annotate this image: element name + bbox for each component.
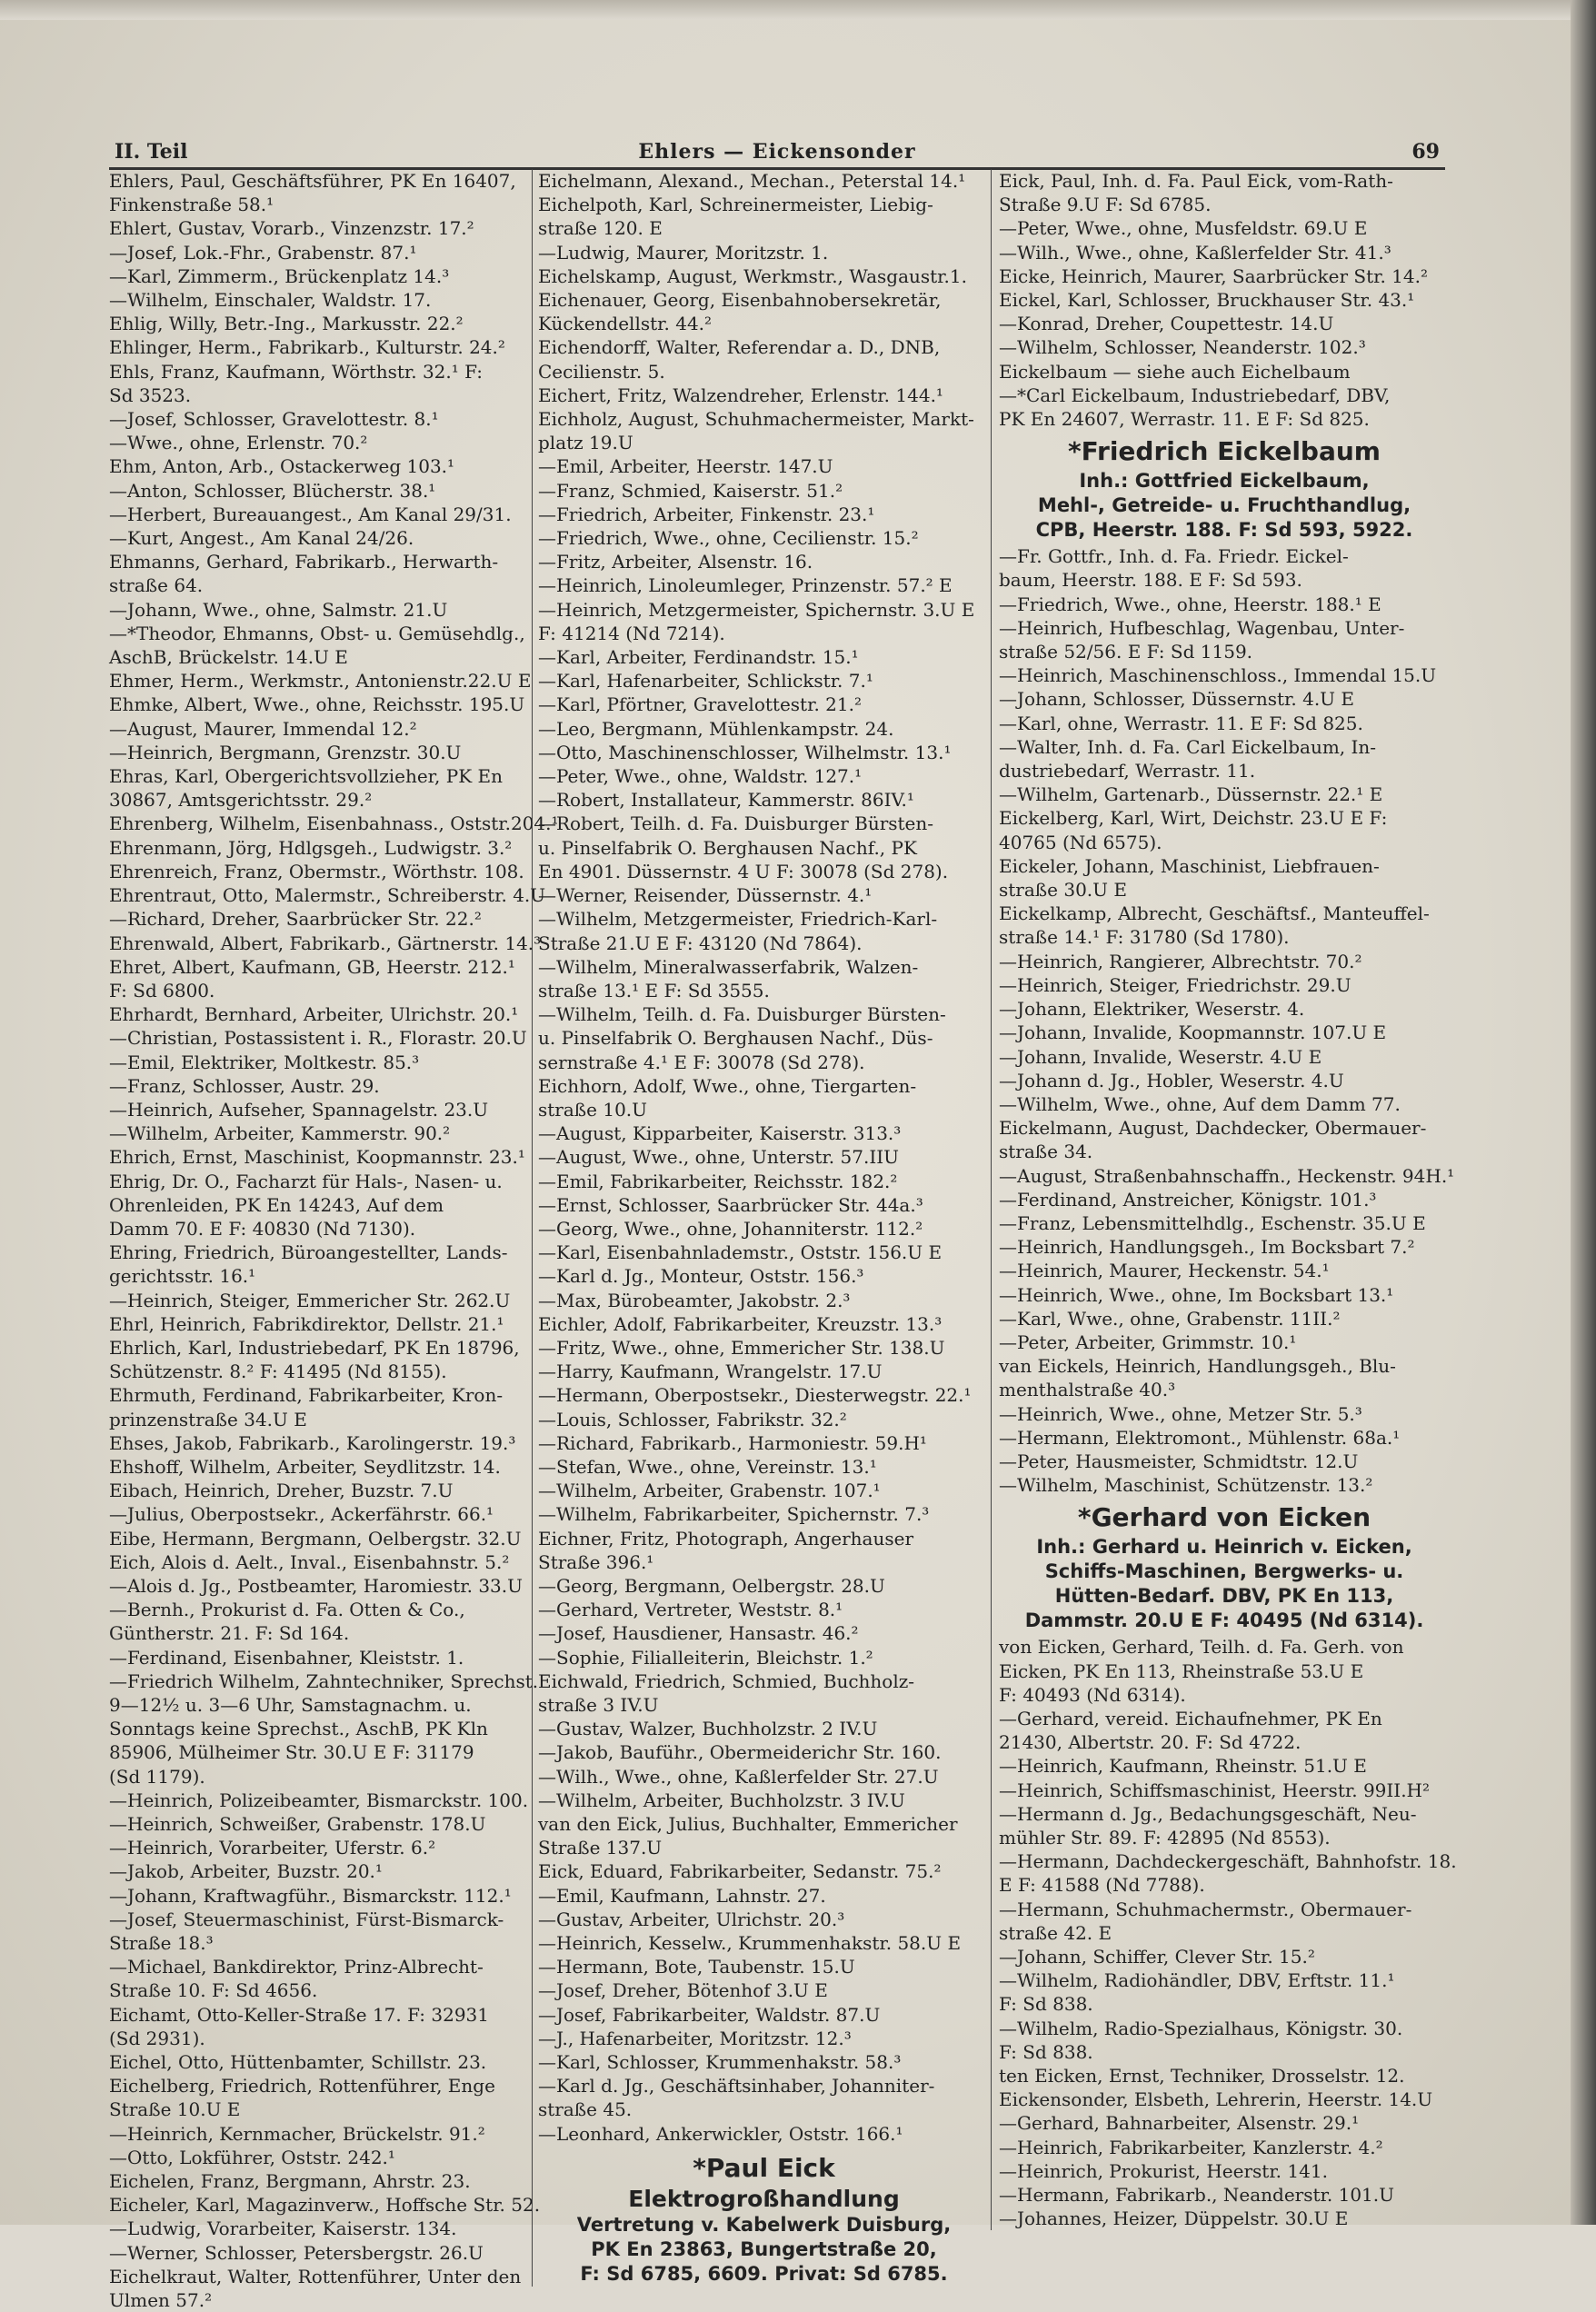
- directory-entry: —Wilhelm, Arbeiter, Kammerstr. 90.²: [109, 1122, 451, 1145]
- directory-entry: Eibe, Hermann, Bergmann, Oelbergstr. 32.U: [109, 1527, 522, 1550]
- directory-entry: —Wilh., Wwe., ohne, Kaßlerfelder Str. 41.³: [999, 241, 1392, 264]
- directory-entry: —Karl, Zimmerm., Brückenplatz 14.³: [109, 264, 450, 287]
- directory-entry: Ehmanns, Gerhard, Fabrikarb., Herwarth-: [109, 551, 499, 573]
- directory-entry: —J., Hafenarbeiter, Moritzstr. 12.³: [538, 2027, 852, 2049]
- directory-entry: —Friedrich, Wwe., ohne, Heerstr. 188.¹ E: [999, 593, 1382, 615]
- directory-entry: Eicheler, Karl, Magazinverw., Hoffsche Str. 52.: [109, 2194, 541, 2217]
- directory-entry: Ehras, Karl, Obergerichtsvollzieher, PK En: [109, 765, 503, 788]
- directory-entry: Kückendellstr. 44.²: [538, 313, 713, 335]
- directory-entry: Ehlinger, Herm., Fabrikarb., Kulturstr. 24.²: [109, 336, 505, 359]
- directory-entry: Ehrmuth, Ferdinand, Fabrikarbeiter, Kron-: [109, 1384, 504, 1407]
- directory-entry: menthalstraße 40.³: [999, 1379, 1176, 1401]
- directory-entry: Eichhorn, Adolf, Wwe., ohne, Tiergarten-: [538, 1074, 917, 1097]
- directory-entry: 85906, Mülheimer Str. 30.U E F: 31179: [109, 1741, 474, 1764]
- directory-entry: platz 19.U: [538, 432, 633, 454]
- directory-entry: Ehls, Franz, Kaufmann, Wörthstr. 32.¹ F:: [109, 360, 484, 383]
- directory-entry: straße 45.: [538, 2098, 633, 2121]
- directory-entry: —Johann, Schlosser, Düssernstr. 4.U E: [999, 688, 1354, 711]
- directory-entry: —Heinrich, Metzgermeister, Spichernstr. 3.U E: [538, 598, 975, 621]
- directory-entry: F: Sd 838.: [999, 1993, 1093, 2016]
- directory-entry: —Kurt, Angest., Am Kanal 24/26.: [109, 527, 414, 550]
- directory-entry: Ulmen 57.²: [109, 2289, 213, 2312]
- column-3-entries-c: [999, 1635, 1457, 2230]
- directory-entry: —Heinrich, Schweißer, Grabenstr. 178.U: [109, 1813, 486, 1836]
- directory-entry: —Heinrich, Fabrikarbeiter, Kanzlerstr. 4.²: [999, 2136, 1383, 2158]
- directory-entry: —Wilhelm, Einschaler, Waldstr. 17.: [109, 289, 432, 312]
- directory-entry: Ehrlich, Karl, Industriebedarf, PK En 18796,: [109, 1336, 520, 1359]
- directory-entry: —Wilhelm, Radio-Spezialhaus, Königstr. 30.: [999, 2017, 1403, 2039]
- directory-entry: —Karl, Hafenarbeiter, Schlickstr. 7.¹: [538, 670, 873, 693]
- directory-entry: AschB, Brückelstr. 14.U E: [109, 646, 348, 669]
- directory-entry: Eickelberg, Karl, Wirt, Deichstr. 23.U E F:: [999, 807, 1388, 830]
- directory-entry: —Fr. Gottfr., Inh. d. Fa. Friedr. Eickel-: [999, 545, 1349, 568]
- directory-entry: Eickelbaum — siehe auch Eichelbaum: [999, 360, 1351, 383]
- directory-entry: Straße 10. F: Sd 4656.: [109, 1979, 318, 2002]
- directory-entry: Eichner, Fritz, Photograph, Angerhauser: [538, 1527, 914, 1550]
- directory-entry: prinzenstraße 34.U E: [109, 1408, 307, 1430]
- directory-entry: —Heinrich, Maschinenschloss., Immendal 15.U: [999, 664, 1437, 687]
- directory-entry: —Wilhelm, Wwe., ohne, Auf dem Damm 77.: [999, 1092, 1401, 1115]
- ad-friedrich-eickelbaum: [999, 434, 1450, 543]
- directory-entry: —Jakob, Bauführ., Obermeiderichr Str. 160.: [538, 1741, 942, 1764]
- directory-entry: Eicken, PK En 113, Rheinstraße 53.U E: [999, 1659, 1364, 1682]
- directory-entry: —Heinrich, Kernmacher, Brückelstr. 91.²: [109, 2122, 485, 2145]
- page-number: 69: [1411, 140, 1440, 164]
- directory-entry: —Hermann, Bote, Taubenstr. 15.U: [538, 1956, 855, 1978]
- directory-entry: 21430, Albertstr. 20. F: Sd 4722.: [999, 1731, 1302, 1754]
- directory-entry: 40765 (Nd 6575).: [999, 831, 1162, 853]
- directory-entry: —Christian, Postassistent i. R., Florastr. 20.U: [109, 1027, 527, 1050]
- directory-entry: —Walter, Inh. d. Fa. Carl Eickelbaum, In-: [999, 735, 1377, 758]
- directory-entry: Straße 396.¹: [538, 1550, 654, 1573]
- column-2: [532, 169, 990, 2287]
- directory-entry: —Heinrich, Wwe., ohne, Im Bocksbart 13.¹: [999, 1283, 1394, 1306]
- directory-entry: Ehrhardt, Bernhard, Arbeiter, Ulrichstr. 20.¹: [109, 1003, 519, 1026]
- directory-entry: —Josef, Lok.-Fhr., Grabenstr. 87.¹: [109, 241, 417, 264]
- directory-entry: straße 52/56. E F: Sd 1159.: [999, 641, 1253, 663]
- directory-entry: Ehlers, Paul, Geschäftsführer, PK En 16407,: [109, 170, 516, 192]
- directory-entry: straße 34.: [999, 1141, 1093, 1163]
- directory-entry: —Heinrich, Bergmann, Grenzstr. 30.U: [109, 741, 462, 763]
- directory-entry: —Heinrich, Steiger, Friedrichstr. 29.U: [999, 973, 1352, 996]
- directory-entry: Eichelpoth, Karl, Schreinermeister, Liebig-: [538, 194, 933, 216]
- ad-paul-eick-title: *Paul Eick: [693, 2152, 835, 2183]
- ad-paul-eick-line1: Elektrogroßhandlung: [628, 2185, 900, 2212]
- directory-entry: —Karl, Wwe., ohne, Grabenstr. 11II.²: [999, 1307, 1341, 1330]
- directory-entry: —Wilhelm, Arbeiter, Buchholzstr. 3 IV.U: [538, 1789, 905, 1811]
- directory-entry: von Eicken, Gerhard, Teilh. d. Fa. Gerh. von: [999, 1636, 1404, 1659]
- directory-entry: —Heinrich, Aufseher, Spannagelstr. 23.U: [109, 1098, 489, 1121]
- directory-entry: —Ludwig, Maurer, Moritzstr. 1.: [538, 241, 829, 264]
- directory-entry: —Heinrich, Prokurist, Heerstr. 141.: [999, 2159, 1328, 2182]
- directory-entry: Straße 10.U E: [109, 2098, 241, 2121]
- directory-entry: —*Carl Eickelbaum, Industriebedarf, DBV,: [999, 384, 1391, 406]
- directory-entry: 9—12½ u. 3—6 Uhr, Samstagnachm. u.: [109, 1694, 472, 1716]
- directory-entry: —Wilhelm, Mineralwasserfabrik, Walzen-: [538, 955, 919, 978]
- column-2-entries: [538, 169, 990, 2146]
- directory-entry: Straße 21.U E F: 43120 (Nd 7864).: [538, 932, 863, 954]
- directory-entry: —August, Kipparbeiter, Kaiserstr. 313.³: [538, 1122, 902, 1145]
- directory-entry: Eickeler, Johann, Maschinist, Liebfrauen-: [999, 854, 1380, 877]
- directory-entry: mühler Str. 89. F: 42895 (Nd 8553).: [999, 1826, 1331, 1849]
- header-section: II. Teil: [115, 140, 188, 164]
- directory-entry: —Wilhelm, Teilh. d. Fa. Duisburger Bürsten-: [538, 1003, 946, 1026]
- directory-entry: Ehring, Friedrich, Büroangestellter, Lands-: [109, 1241, 508, 1264]
- column-3-entries-a: [999, 169, 1450, 431]
- directory-entry: Ehrig, Dr. O., Facharzt für Hals-, Nasen- u.: [109, 1170, 503, 1192]
- directory-entry: —Josef, Schlosser, Gravelottestr. 8.¹: [109, 408, 439, 431]
- directory-entry: straße 14.¹ F: 31780 (Sd 1780).: [999, 926, 1290, 949]
- directory-entry: straße 42. E: [999, 1921, 1112, 1944]
- directory-entry: —Heinrich, Vorarbeiter, Uferstr. 6.²: [109, 1837, 436, 1859]
- directory-entry: —Hermann d. Jg., Bedachungsgeschäft, Neu-: [999, 1802, 1417, 1825]
- page-right-edge: [1571, 0, 1596, 2225]
- directory-entry: F: 41214 (Nd 7214).: [538, 622, 725, 644]
- directory-entry: —Fritz, Arbeiter, Alsenstr. 16.: [538, 551, 813, 573]
- directory-entry: —Stefan, Wwe., ohne, Vereinstr. 13.¹: [538, 1455, 877, 1478]
- directory-entry: van den Eick, Julius, Buchhalter, Emmericher: [538, 1813, 958, 1836]
- directory-entry: Ehrenmann, Jörg, Hdlgsgeh., Ludwigstr. 3.²: [109, 836, 513, 859]
- directory-entry: Ehrl, Heinrich, Fabrikdirektor, Dellstr. 21.¹: [109, 1312, 504, 1335]
- directory-entry: —Richard, Fabrikarb., Harmoniestr. 59.H¹: [538, 1431, 927, 1454]
- directory-entry: —Heinrich, Schiffsmaschinist, Heerstr. 99II.H²: [999, 1779, 1431, 1801]
- page-top-edge: [0, 0, 1596, 20]
- directory-entry: —Karl d. Jg., Monteur, Oststr. 156.³: [538, 1265, 864, 1288]
- directory-entry: 30867, Amtsgerichtsstr. 29.²: [109, 789, 373, 812]
- directory-entry: Eichholz, August, Schuhmachermeister, Markt-: [538, 408, 974, 431]
- directory-entry: Eichelkraut, Walter, Rottenführer, Unter den: [109, 2265, 522, 2287]
- directory-entry: E F: 41588 (Nd 7788).: [999, 1874, 1205, 1897]
- directory-entry: straße 13.¹ E F: Sd 3555.: [538, 979, 770, 1002]
- directory-entry: —Heinrich, Steiger, Emmericher Str. 262.U: [109, 1289, 511, 1311]
- directory-entry: —Otto, Lokführer, Oststr. 242.¹: [109, 2146, 395, 2168]
- directory-entry: —Peter, Wwe., ohne, Musfeldstr. 69.U E: [999, 217, 1368, 240]
- ad-eicken-line4: Dammstr. 20.U E F: 40495 (Nd 6314).: [1024, 1609, 1424, 1632]
- directory-entry: —Heinrich, Kaufmann, Rheinstr. 51.U E: [999, 1755, 1367, 1778]
- directory-entry: —Leonhard, Ankerwickler, Oststr. 166.¹: [538, 2122, 903, 2145]
- directory-entry: Ohrenleiden, PK En 14243, Auf dem: [109, 1193, 444, 1216]
- directory-entry: Eicke, Heinrich, Maurer, Saarbrücker Str. 14.²: [999, 264, 1429, 287]
- directory-entry: —Johann, Invalide, Weserstr. 4.U E: [999, 1045, 1322, 1068]
- directory-entry: —Hermann, Elektromont., Mühlenstr. 68a.¹: [999, 1426, 1401, 1449]
- directory-entry: Ehrentraut, Otto, Malermstr., Schreiberstr. 4.U: [109, 884, 546, 907]
- column-3-entries-b: [999, 544, 1455, 1497]
- directory-entry: —Johann, Elektriker, Weserstr. 4.: [999, 998, 1305, 1021]
- directory-entry: Ehlert, Gustav, Vorarb., Vinzenzstr. 17.²: [109, 217, 474, 240]
- directory-entry: Güntherstr. 21. F: Sd 164.: [109, 1622, 350, 1645]
- directory-entry: Ehrenberg, Wilhelm, Eisenbahnass., Oststr.204.¹: [109, 812, 559, 835]
- directory-entry: —Heinrich, Hufbeschlag, Wagenbau, Unter-: [999, 616, 1405, 639]
- directory-entry: Ehrenreich, Franz, Obermstr., Wörthstr. 108.: [109, 860, 524, 882]
- directory-entry: F: Sd 6800.: [109, 979, 215, 1002]
- directory-entry: —Werner, Schlosser, Petersbergstr. 26.U: [109, 2241, 484, 2264]
- directory-entry: —Jakob, Arbeiter, Buzstr. 20.¹: [109, 1860, 383, 1883]
- directory-entry: Eichendorff, Walter, Referendar a. D., DNB,: [538, 336, 941, 359]
- directory-entry: —Friedrich, Wwe., ohne, Cecilienstr. 15.²: [538, 527, 919, 550]
- directory-entry: —Werner, Reisender, Düssernstr. 4.¹: [538, 884, 873, 907]
- directory-entry: —Friedrich, Arbeiter, Finkenstr. 23.¹: [538, 503, 875, 525]
- directory-entry: —Gerhard, Vertreter, Weststr. 8.¹: [538, 1599, 843, 1621]
- directory-entry: —Fritz, Wwe., ohne, Emmericher Str. 138.U: [538, 1336, 945, 1359]
- directory-entry: —Wilhelm, Gartenarb., Düssernstr. 22.¹ E: [999, 783, 1383, 806]
- directory-entry: —Wilhelm, Arbeiter, Grabenstr. 107.¹: [538, 1480, 881, 1502]
- directory-entry: Eickelmann, August, Dachdecker, Obermauer-: [999, 1117, 1427, 1140]
- ad-eickelbaum-line3: CPB, Heerstr. 188. F: Sd 593, 5922.: [1035, 519, 1413, 542]
- directory-entry: —Karl, Eisenbahnlademstr., Oststr. 156.U E: [538, 1241, 943, 1264]
- column-3: [991, 169, 1457, 2230]
- ad-eicken-line3: Hütten-Bedarf. DBV, PK En 113,: [1054, 1585, 1394, 1608]
- directory-entry: —Wilhelm, Fabrikarbeiter, Spichernstr. 7.³: [538, 1503, 930, 1526]
- directory-entry: —Karl, Pförtner, Gravelottestr. 21.²: [538, 693, 862, 716]
- directory-entry: —Gustav, Walzer, Buchholzstr. 2 IV.U: [538, 1718, 878, 1740]
- directory-entry: —Georg, Bergmann, Oelbergstr. 28.U: [538, 1574, 885, 1597]
- directory-entry: —Johann, Kraftwagführ., Bismarckstr. 112.¹: [109, 1884, 512, 1907]
- directory-entry: Ehm, Anton, Arb., Ostackerweg 103.¹: [109, 455, 455, 478]
- directory-entry: Ehlig, Willy, Betr.-Ing., Markusstr. 22.²: [109, 313, 464, 335]
- directory-entry: Eickel, Karl, Schlosser, Bruckhauser Str. 43.¹: [999, 289, 1415, 312]
- directory-entry: (Sd 2931).: [109, 2027, 205, 2049]
- ad-eickelbaum-title: *Friedrich Eickelbaum: [1068, 436, 1381, 467]
- directory-entry: Eichler, Adolf, Fabrikarbeiter, Kreuzstr. 13.³: [538, 1312, 943, 1335]
- directory-entry: —Johannes, Heizer, Düppelstr. 30.U E: [999, 2207, 1349, 2230]
- directory-entry: —Julius, Oberpostsekr., Ackerfährstr. 66.¹: [109, 1503, 494, 1526]
- directory-entry: —Konrad, Dreher, Coupettestr. 14.U: [999, 313, 1334, 335]
- directory-entry: Eibach, Heinrich, Dreher, Buzstr. 7.U: [109, 1480, 454, 1502]
- directory-entry: —Heinrich, Maurer, Heckenstr. 54.¹: [999, 1260, 1330, 1282]
- directory-entry: —Emil, Elektriker, Moltkestr. 85.³: [109, 1051, 420, 1073]
- directory-entry: —Heinrich, Rangierer, Albrechtstr. 70.²: [999, 950, 1362, 972]
- directory-entry: —Hermann, Schuhmachermstr., Obermauer-: [999, 1898, 1412, 1920]
- directory-entry: sernstraße 4.¹ E F: 30078 (Sd 278).: [538, 1051, 865, 1073]
- directory-entry: Ehret, Albert, Kaufmann, GB, Heerstr. 212.¹: [109, 955, 515, 978]
- directory-entry: —Emil, Fabrikarbeiter, Reichsstr. 182.²: [538, 1170, 898, 1192]
- directory-entry: —Karl d. Jg., Geschäftsinhaber, Johanniter-: [538, 2075, 935, 2098]
- directory-entry: straße 10.U: [538, 1098, 647, 1121]
- ad-eickelbaum-line1: Inh.: Gottfried Eickelbaum,: [1079, 470, 1370, 493]
- directory-entry: —Robert, Teilh. d. Fa. Duisburger Bürsten-: [538, 812, 934, 835]
- directory-entry: —Franz, Schmied, Kaiserstr. 51.²: [538, 479, 843, 502]
- directory-entry: Straße 9.U F: Sd 6785.: [999, 194, 1212, 216]
- directory-entry: —Hermann, Oberpostsekr., Diesterwegstr. 22.¹: [538, 1384, 972, 1407]
- directory-entry: —Johann d. Jg., Hobler, Weserstr. 4.U: [999, 1069, 1344, 1091]
- directory-entry: Eichelen, Franz, Bergmann, Ahrstr. 23.: [109, 2170, 471, 2193]
- directory-entry: Cecilienstr. 5.: [538, 360, 665, 383]
- directory-entry: Eickensonder, Elsbeth, Lehrerin, Heerstr. 14.U: [999, 2088, 1433, 2111]
- directory-entry: —Heinrich, Kesselw., Krummenhakstr. 58.U E: [538, 1932, 962, 1955]
- directory-entry: —Franz, Schlosser, Austr. 29.: [109, 1074, 380, 1097]
- directory-entry: ten Eicken, Ernst, Techniker, Drosselstr. 12.: [999, 2065, 1405, 2088]
- directory-entry: straße 3 IV.U: [538, 1694, 659, 1716]
- directory-entry: —Johann, Wwe., ohne, Salmstr. 21.U: [109, 598, 448, 621]
- directory-entry: Eick, Eduard, Fabrikarbeiter, Sedanstr. 75.²: [538, 1860, 942, 1883]
- directory-entry: —*Theodor, Ehmanns, Obst- u. Gemüsehdlg.,: [109, 622, 525, 644]
- directory-entry: Ehmke, Albert, Wwe., ohne, Reichsstr. 195.U: [109, 693, 525, 716]
- directory-entry: —Robert, Installateur, Kammerstr. 86IV.¹: [538, 789, 914, 812]
- directory-entry: —Karl, Schlosser, Krummenhakstr. 58.³: [538, 2051, 902, 2074]
- directory-entry: Ehses, Jakob, Fabrikarb., Karolingerstr. 19.³: [109, 1431, 516, 1454]
- directory-entry: —Johann, Invalide, Koopmannstr. 107.U E: [999, 1021, 1387, 1044]
- directory-entry: dustriebedarf, Werrastr. 11.: [999, 760, 1256, 782]
- directory-entry: Sd 3523.: [109, 384, 192, 406]
- directory-entry: —Wilhelm, Radiohändler, DBV, Erftstr. 11.¹: [999, 1969, 1395, 1992]
- directory-entry: —Wwe., ohne, Erlenstr. 70.²: [109, 432, 368, 454]
- directory-entry: —Ludwig, Vorarbeiter, Kaiserstr. 134.: [109, 2217, 457, 2240]
- directory-entry: Eichelskamp, August, Werkmstr., Wasgaustr.1.: [538, 264, 967, 287]
- directory-entry: Eichamt, Otto-Keller-Straße 17. F: 32931: [109, 2003, 489, 2026]
- directory-entry: —Karl, Arbeiter, Ferdinandstr. 15.¹: [538, 646, 859, 669]
- directory-entry: Eichenauer, Georg, Eisenbahnobersekretär,: [538, 289, 942, 312]
- directory-entry: —Emil, Arbeiter, Heerstr. 147.U: [538, 455, 833, 478]
- directory-entry: —Friedrich Wilhelm, Zahntechniker, Sprechst.: [109, 1669, 539, 1692]
- directory-entry: —Gustav, Arbeiter, Ulrichstr. 20.³: [538, 1908, 845, 1930]
- directory-entry: —Wilhelm, Schlosser, Neanderstr. 102.³: [999, 336, 1366, 359]
- directory-entry: —Hermann, Dachdeckergeschäft, Bahnhofstr. 18.: [999, 1850, 1457, 1873]
- directory-entry: —Gerhard, vereid. Eichaufnehmer, PK En: [999, 1707, 1382, 1729]
- directory-entry: —Johann, Schiffer, Clever Str. 15.²: [999, 1946, 1315, 1968]
- directory-entry: —Louis, Schlosser, Fabrikstr. 32.²: [538, 1408, 847, 1430]
- directory-entry: Eichelmann, Alexand., Mechan., Peterstal 14.¹: [538, 170, 966, 192]
- directory-entry: u. Pinselfabrik O. Berghausen Nachf., PK: [538, 836, 917, 859]
- directory-entry: straße 30.U E: [999, 879, 1127, 902]
- directory-entry: —Ferdinand, Eisenbahner, Kleiststr. 1.: [109, 1646, 464, 1669]
- directory-entry: Ehrenwald, Albert, Fabrikarb., Gärtnerstr. 14.³: [109, 932, 542, 954]
- directory-entry: —Anton, Schlosser, Blücherstr. 38.¹: [109, 479, 436, 502]
- directory-entry: baum, Heerstr. 188. E F: Sd 593.: [999, 569, 1302, 592]
- column-1: [109, 169, 559, 2312]
- directory-entry: —Heinrich, Wwe., ohne, Metzer Str. 5.³: [999, 1402, 1362, 1425]
- page-header: [109, 136, 1445, 170]
- directory-entry: Ehmer, Herm., Werkmstr., Antonienstr.22.U E: [109, 670, 532, 693]
- directory-entry: —Alois d. Jg., Postbeamter, Haromiestr. 33.U: [109, 1574, 523, 1597]
- header-range: Ehlers — Eickensonder: [638, 140, 916, 164]
- directory-entry: —Sophie, Filialleiterin, Bleichstr. 1.²: [538, 1646, 873, 1669]
- directory-entry: —Karl, ohne, Werrastr. 11. E F: Sd 825.: [999, 712, 1363, 734]
- ad-paul-eick: [538, 2151, 990, 2287]
- ad-paul-eick-line3: PK En 23863, Bungertstraße 20,: [591, 2237, 937, 2260]
- directory-entry: straße 64.: [109, 574, 204, 597]
- directory-entry: —Otto, Maschinenschlosser, Wilhelmstr. 13.¹: [538, 741, 952, 763]
- ad-gerhard-von-eicken: [999, 1500, 1450, 1633]
- directory-entry: Ehrich, Ernst, Maschinist, Koopmannstr. 23.¹: [109, 1146, 525, 1169]
- directory-entry: —Josef, Hausdiener, Hansastr. 46.²: [538, 1622, 859, 1645]
- directory-entry: u. Pinselfabrik O. Berghausen Nachf., Düs-: [538, 1027, 933, 1050]
- directory-entry: —Peter, Arbeiter, Grimmstr. 10.¹: [999, 1330, 1297, 1353]
- directory-entry: Eickelkamp, Albrecht, Geschäftsf., Manteuffel-: [999, 902, 1430, 925]
- directory-entry: Straße 18.³: [109, 1932, 214, 1955]
- directory-entry: —Wilhelm, Metzgermeister, Friedrich-Karl-: [538, 908, 938, 931]
- directory-entry: F: Sd 838.: [999, 2040, 1093, 2063]
- directory-entry: —Ernst, Schlosser, Saarbrücker Str. 44a.³: [538, 1193, 923, 1216]
- directory-entry: —Wilh., Wwe., ohne, Kaßlerfelder Str. 27.U: [538, 1765, 939, 1788]
- directory-entry: —Emil, Kaufmann, Lahnstr. 27.: [538, 1884, 826, 1907]
- ad-eicken-title: *Gerhard von Eicken: [1077, 1502, 1372, 1533]
- directory-entry: Schützenstr. 8.² F: 41495 (Nd 8155).: [109, 1360, 447, 1383]
- directory-entry: —Max, Bürobeamter, Jakobstr. 2.³: [538, 1289, 851, 1311]
- directory-entry: Straße 137.U: [538, 1837, 663, 1859]
- directory-entry: Eichel, Otto, Hüttenbamter, Schillstr. 23.: [109, 2051, 487, 2074]
- directory-entry: —Josef, Fabrikarbeiter, Waldstr. 87.U: [538, 2003, 881, 2026]
- directory-entry: (Sd 1179).: [109, 1765, 205, 1788]
- directory-entry: Finkenstraße 58.¹: [109, 194, 274, 216]
- ad-eickelbaum-line2: Mehl-, Getreide- u. Fruchthandlug,: [1037, 494, 1411, 517]
- directory-entry: Eichert, Fritz, Walzendreher, Erlenstr. 144.¹: [538, 384, 943, 406]
- directory-entry: —Harry, Kaufmann, Wrangelstr. 17.U: [538, 1360, 883, 1383]
- directory-entry: —Josef, Steuermaschinist, Fürst-Bismarck-: [109, 1908, 504, 1930]
- directory-entry: —Heinrich, Polizeibeamter, Bismarckstr. 100.: [109, 1789, 529, 1811]
- directory-entry: En 4901. Düssernstr. 4 U F: 30078 (Sd 278).: [538, 860, 949, 882]
- directory-entry: van Eickels, Heinrich, Handlungsgeh., Blu-: [999, 1355, 1396, 1378]
- directory-entry: F: 40493 (Nd 6314).: [999, 1683, 1186, 1706]
- directory-entry: —Josef, Dreher, Bötenhof 3.U E: [538, 1979, 828, 2002]
- directory-entry: —Richard, Dreher, Saarbrücker Str. 22.²: [109, 908, 482, 931]
- directory-entry: Eichwald, Friedrich, Schmied, Buchholz-: [538, 1669, 915, 1692]
- directory-entry: —Hermann, Fabrikarb., Neanderstr. 101.U: [999, 2184, 1394, 2207]
- directory-entry: Eich, Alois d. Aelt., Inval., Eisenbahnstr. 5.²: [109, 1550, 510, 1573]
- directory-entry: —Leo, Bergmann, Mühlenkampstr. 24.: [538, 717, 894, 740]
- directory-entry: —Heinrich, Handlungsgeh., Im Bocksbart 7.²: [999, 1236, 1415, 1259]
- ad-paul-eick-line4: F: Sd 6785, 6609. Privat: Sd 6785.: [580, 2262, 948, 2285]
- directory-entry: —Bernh., Prokurist d. Fa. Otten & Co.,: [109, 1599, 465, 1621]
- directory-entry: —Peter, Hausmeister, Schmidtstr. 12.U: [999, 1450, 1359, 1472]
- directory-entry: —Wilhelm, Maschinist, Schützenstr. 13.²: [999, 1474, 1373, 1497]
- directory-entry: —Franz, Lebensmittelhdlg., Eschenstr. 35.U E: [999, 1211, 1426, 1234]
- directory-entry: —Heinrich, Linoleumleger, Prinzenstr. 57.² E: [538, 574, 953, 597]
- directory-entry: gerichtsstr. 16.¹: [109, 1265, 256, 1288]
- directory-entry: —Michael, Bankdirektor, Prinz-Albrecht-: [109, 1956, 484, 1978]
- directory-entry: —Georg, Wwe., ohne, Johanniterstr. 112.²: [538, 1217, 923, 1240]
- directory-entry: straße 120. E: [538, 217, 663, 240]
- ad-eicken-line1: Inh.: Gerhard u. Heinrich v. Eicken,: [1036, 1536, 1412, 1559]
- directory-entry: Damm 70. E F: 40830 (Nd 7130).: [109, 1217, 416, 1240]
- directory-entry: —August, Straßenbahnschaffn., Heckenstr. 94H.¹: [999, 1164, 1455, 1187]
- directory-entry: PK En 24607, Werrastr. 11. E F: Sd 825.: [999, 408, 1370, 431]
- directory-entry: Eick, Paul, Inh. d. Fa. Paul Eick, vom-Rath-: [999, 170, 1393, 192]
- directory-entry: Sonntags keine Sprechst., AschB, PK Kln: [109, 1718, 488, 1740]
- directory-entry: —Gerhard, Bahnarbeiter, Alsenstr. 29.¹: [999, 2112, 1360, 2135]
- directory-entry: —Ferdinand, Anstreicher, Königstr. 101.³: [999, 1188, 1377, 1211]
- directory-entry: —Herbert, Bureauangest., Am Kanal 29/31.: [109, 503, 512, 525]
- directory-entry: —August, Wwe., ohne, Unterstr. 57.IIU: [538, 1146, 899, 1169]
- directory-entry: —Peter, Wwe., ohne, Waldstr. 127.¹: [538, 765, 863, 788]
- directory-entry: Eichelberg, Friedrich, Rottenführer, Enge: [109, 2075, 495, 2098]
- directory-entry: —August, Maurer, Immendal 12.²: [109, 717, 417, 740]
- directory-entry: Ehshoff, Wilhelm, Arbeiter, Seydlitzstr. 14.: [109, 1455, 501, 1478]
- ad-paul-eick-line2: Vertretung v. Kabelwerk Duisburg,: [576, 2213, 952, 2236]
- ad-eicken-line2: Schiffs-Maschinen, Bergwerks- u.: [1044, 1560, 1404, 1583]
